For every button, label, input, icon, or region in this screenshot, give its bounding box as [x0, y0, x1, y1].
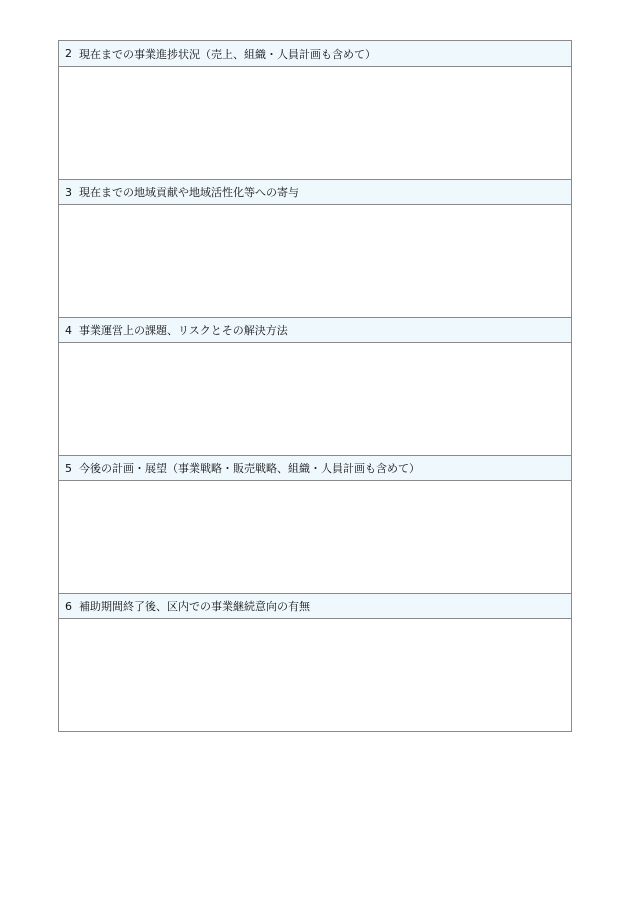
section-header — [59, 179, 571, 205]
section-number: 4 — [65, 323, 72, 337]
section-title: 現在までの地域貢献や地域活性化等への寄与 — [79, 186, 299, 199]
section-title: 事業運営上の課題、リスクとその解決方法 — [79, 324, 288, 337]
section-answer-area[interactable] — [59, 619, 571, 731]
section-header — [59, 455, 571, 481]
section-number: 2 — [65, 47, 72, 60]
section-business-progress — [59, 41, 571, 179]
section-answer-area[interactable] — [59, 67, 571, 179]
section-header — [59, 41, 571, 67]
section-issues-risks — [59, 317, 571, 455]
section-header — [59, 593, 571, 619]
section-number: 3 — [65, 185, 72, 199]
section-answer-area[interactable] — [59, 205, 571, 317]
section-title: 今後の計画・展望（事業戦略・販売戦略、組織・人員計画も含めて） — [79, 462, 420, 475]
section-title: 補助期間終了後、区内での事業継続意向の有無 — [79, 600, 310, 613]
section-answer-area[interactable] — [59, 343, 571, 455]
section-answer-area[interactable] — [59, 481, 571, 593]
report-form-table — [58, 40, 572, 732]
section-regional-contribution — [59, 179, 571, 317]
section-title: 現在までの事業進捗状況（売上、組織・人員計画も含めて） — [79, 47, 376, 61]
section-continuation-intent — [59, 593, 571, 731]
section-header — [59, 317, 571, 343]
section-future-plans — [59, 455, 571, 593]
section-number: 6 — [65, 599, 72, 613]
section-number: 5 — [65, 461, 72, 475]
